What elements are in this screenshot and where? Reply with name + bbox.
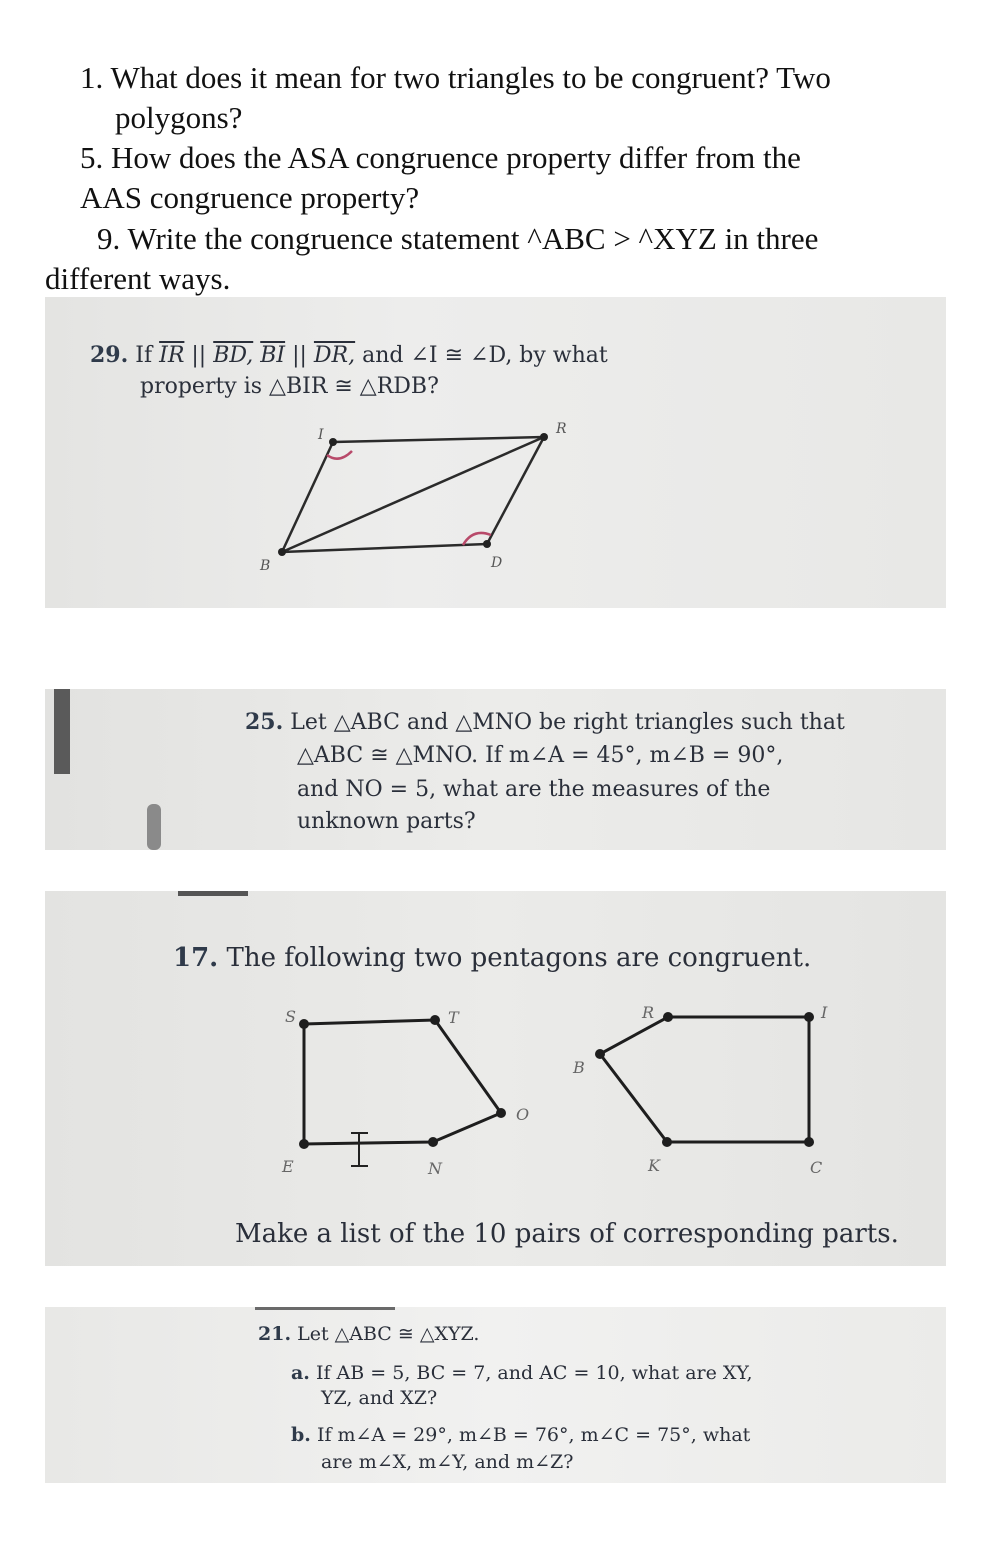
label-e: E [282,1157,294,1176]
question-1-line2: polygons? [115,100,243,135]
text-cursor-icon [351,1133,368,1166]
problem-25-line3: and NO = 5, what are the measures of the [297,777,771,802]
point-d [483,540,491,548]
problem-17-line2: Make a list of the 10 pairs of corresponding parts. [235,1219,899,1249]
point-b [278,548,286,556]
parallel-symbol-1: || [191,343,207,368]
problem-29-number: 29. [90,342,129,368]
point-s [299,1019,309,1029]
point-n [428,1137,438,1147]
label-s: S [285,1007,296,1026]
problem-21-line1 [258,1323,479,1345]
problem-25-line2: △ABC ≅ △MNO. If m∠A = 45°, m∠B = 90°, [297,743,784,768]
segment-bi: $\overline{BI}$ [260,343,286,368]
segment-ir: $\overline{IR}$ [159,343,185,368]
segment-bd: BD, [213,343,254,368]
problem-25-line4: unknown parts? [297,809,476,834]
parallel-symbol-2: || [292,343,307,368]
problem-21-number: 21. [258,1323,292,1345]
point-i [329,438,337,446]
point-o [496,1108,506,1118]
side-rd [487,437,544,544]
label-o: O [516,1105,530,1124]
label-t: T [448,1008,459,1027]
label-i: I [318,427,324,443]
label-r: R [642,1003,655,1022]
question-9-line1: 9. Write the congruence statement ^ABC > ^XYZ in three [97,221,819,256]
angle-mark-i [327,451,352,459]
label-c: C [810,1158,823,1177]
problem-17-photo [45,891,946,1266]
pentagon-rick [600,1017,809,1142]
question-5-line2: AAS congruence property? [80,180,420,215]
part-a-text1: If AB = 5, BC = 7, and AC = 10, what are XY, [315,1362,753,1384]
label-b: B [573,1058,585,1077]
label-i: I [821,1003,828,1022]
label-d: D [491,555,503,571]
photo-edge-bar [54,689,70,774]
pentagon-stone [304,1020,501,1144]
point-r [540,433,548,441]
label-b: B [260,558,271,574]
point-b [595,1049,605,1059]
problem-21-photo [45,1307,946,1483]
problem-21-b-line1 [291,1424,750,1446]
point-k [662,1137,672,1147]
problem-25-number: 25. [245,709,284,735]
segment-dr: DR, [313,343,356,368]
diagonal-br [282,437,544,552]
problem-21-a-line2: YZ, and XZ? [321,1387,438,1409]
label-r: R [556,421,567,437]
photo-edge-line [255,1307,395,1310]
pentagon-diagram [45,891,946,1266]
label-k: K [648,1156,660,1175]
problem-29-line2: property is △BIR ≅ △RDB? [140,374,439,399]
problem-29-angle-text: and ∠I ≅ ∠D, by what [362,343,608,368]
question-1-line1: 1. What does it mean for two triangles to be congruent? Two [80,60,831,95]
problem-17-text1: The following two pentagons are congruent. [226,943,812,973]
point-t [430,1015,440,1025]
problem-29-photo [45,297,946,608]
point-r [663,1012,673,1022]
problem-25-line1 [245,709,845,735]
question-5-line1: 5. How does the ASA congruence property differ from the [80,140,801,175]
point-c [804,1137,814,1147]
part-b-label: b. [291,1424,311,1446]
photo-edge-tab [147,804,161,850]
problem-21-a-line1 [291,1362,753,1384]
problem-21-text1: Let △ABC ≅ △XYZ. [297,1323,480,1345]
problem-25-text1: Let △ABC and △MNO be right triangles such that [290,710,845,735]
side-ir [333,437,544,442]
problem-29-if: If [135,343,153,368]
problem-25-photo [45,689,946,850]
point-e [299,1139,309,1149]
part-b-text1: If m∠A = 29°, m∠B = 76°, m∠C = 75°, what [316,1424,751,1446]
parallelogram-diagram [45,297,946,608]
problem-21-b-line2: are m∠X, m∠Y, and m∠Z? [321,1451,574,1473]
side-ib [282,442,333,552]
point-i [804,1012,814,1022]
part-a-label: a. [291,1362,310,1384]
side-bd [282,544,487,552]
problem-17-number: 17. [173,943,219,973]
label-n: N [428,1159,442,1178]
question-9-line2: different ways. [45,261,231,296]
